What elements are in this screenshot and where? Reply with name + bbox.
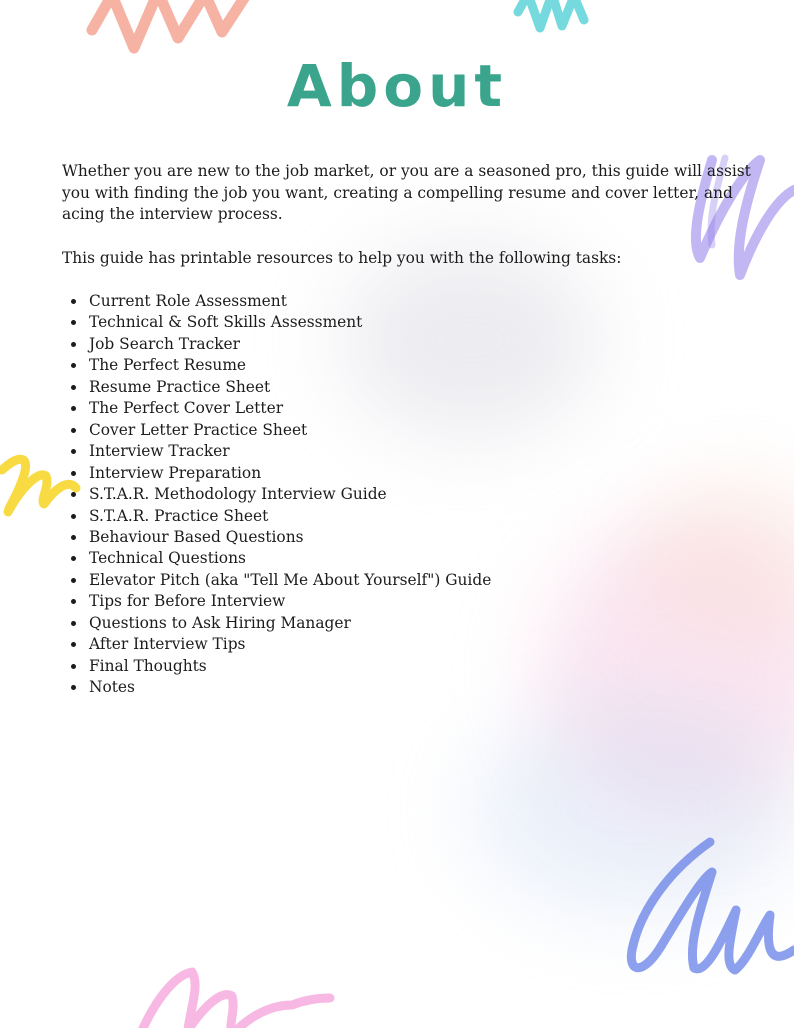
pink-scribble-icon [140, 972, 330, 1028]
list-item-label: After Interview Tips [89, 635, 246, 654]
bullet-icon [71, 685, 76, 690]
list-item [62, 527, 491, 548]
bullet-icon [71, 556, 76, 561]
list-item [62, 570, 491, 591]
intro-paragraph: Whether you are new to the job market, or you are a seasoned pro, this guide will assist you with finding the job you want, creating a compelling resume and cover letter, and acing the interview process. [62, 162, 751, 223]
bullet-icon [71, 492, 76, 497]
bullet-icon [71, 535, 76, 540]
list-item-label: S.T.A.R. Methodology Interview Guide [89, 485, 387, 504]
bullet-icon [71, 320, 76, 325]
coral-scribble-icon [92, 0, 248, 48]
list-item [62, 613, 491, 634]
list-item-label: Technical & Soft Skills Assessment [89, 313, 363, 332]
list-item-label: Tips for Before Interview [89, 592, 286, 611]
bullet-icon [71, 299, 76, 304]
bullet-icon [71, 449, 76, 454]
bullet-icon [71, 621, 76, 626]
list-item [62, 377, 491, 398]
bullet-icon [71, 428, 76, 433]
list-item-label: The Perfect Cover Letter [89, 399, 284, 418]
list-item-label: Notes [89, 678, 135, 697]
list-item-label: Elevator Pitch (aka "Tell Me About Yourself") Guide [89, 570, 492, 589]
list-item [62, 312, 491, 333]
page-title: About [286, 52, 508, 120]
list-item [62, 441, 491, 462]
list-item [62, 420, 491, 441]
task-list [62, 291, 491, 699]
list-item-label: Final Thoughts [89, 656, 207, 675]
list-item [62, 484, 491, 505]
list-item [62, 398, 491, 419]
list-item [62, 591, 491, 612]
bullet-icon [71, 385, 76, 390]
list-item-label: Interview Tracker [89, 442, 230, 461]
teal-scribble-icon [518, 0, 584, 28]
list-item [62, 548, 491, 569]
list-item [62, 463, 491, 484]
bullet-icon [71, 599, 76, 604]
list-item [62, 677, 491, 698]
bullet-icon [71, 342, 76, 347]
list-item [62, 634, 491, 655]
list-item [62, 656, 491, 677]
list-item-label: Cover Letter Practice Sheet [89, 420, 308, 439]
list-item-label: Questions to Ask Hiring Manager [89, 613, 351, 632]
bullet-icon [71, 664, 76, 669]
list-item [62, 506, 491, 527]
list-item-label: Current Role Assessment [89, 292, 287, 310]
list-item-label: Interview Preparation [89, 463, 262, 482]
list-item-label: Job Search Tracker [89, 334, 240, 353]
bullet-icon [71, 406, 76, 411]
bullet-icon [71, 642, 76, 647]
list-item-label: Technical Questions [89, 549, 246, 568]
list-item-label: Resume Practice Sheet [89, 377, 271, 396]
list-item-label: Behaviour Based Questions [89, 527, 304, 546]
list-item-label: The Perfect Resume [89, 356, 247, 375]
bullet-icon [71, 471, 76, 476]
bullet-icon [71, 363, 76, 368]
list-item-label: S.T.A.R. Practice Sheet [89, 506, 269, 525]
bullet-icon [71, 514, 76, 519]
list-item [62, 334, 491, 355]
blue-scribble-icon [631, 842, 794, 970]
list-item [62, 291, 491, 312]
bullet-icon [71, 578, 76, 583]
list-item [62, 355, 491, 376]
tasks-lead-text: This guide has printable resources to help you with the following tasks: [62, 249, 622, 267]
